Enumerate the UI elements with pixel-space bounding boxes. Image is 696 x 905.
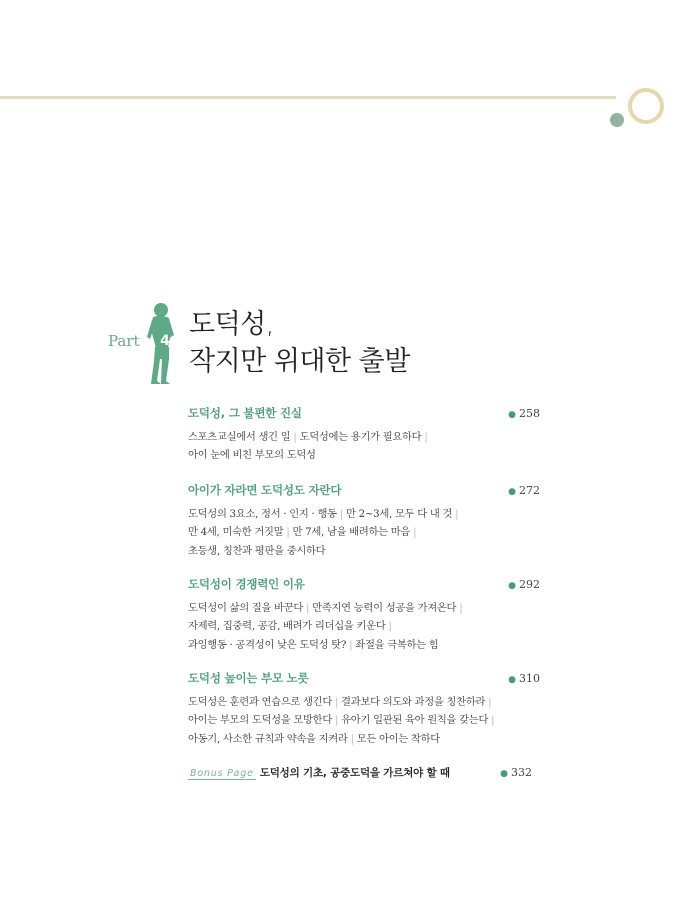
section-title[interactable]: 도덕성 높이는 부모 노릇 — [188, 671, 309, 685]
bonus-entry[interactable] — [188, 765, 540, 780]
bullet-icon: ● — [508, 487, 516, 497]
section-page-number: ● 310 — [508, 672, 540, 685]
ring-ornament — [628, 88, 664, 124]
subtopic-line: 도덕성의 3요소, 정서 · 인지 · 행동 | 만 2~3세, 모두 다 내 것 | — [188, 508, 459, 520]
child-silhouette-icon — [139, 301, 177, 385]
subtopic-line: 아이 눈에 비친 부모의 도덕성 — [188, 449, 316, 462]
bullet-icon: ● — [508, 410, 516, 420]
section-page-number: ● 258 — [508, 407, 540, 420]
toc-section-2[interactable] — [188, 482, 548, 560]
section-title[interactable]: 도덕성, 그 불편한 진실 — [188, 406, 302, 420]
section-subtopics — [188, 599, 548, 654]
green-dot-ornament — [610, 113, 624, 127]
bullet-icon: ● — [508, 675, 516, 685]
subtopic-line: 만 4세, 미숙한 거짓말 | 만 7세, 남을 배려하는 마음 | — [188, 526, 417, 539]
subtopic-line: 도덕성이 삶의 질을 바꾼다 | 만족지연 능력이 성공을 가져온다 | — [188, 602, 463, 614]
subtopic-line: 도덕성은 훈련과 연습으로 생긴다 | 결과보다 의도와 과정을 칭찬하라 | — [188, 696, 492, 708]
subtopic-line: 스포츠교실에서 생긴 일 | 도덕성에는 용기가 필요하다 | — [188, 431, 428, 443]
subtopic-line: 아동기, 사소한 규칙과 약속을 지켜라 | 모든 아이는 착하다 — [188, 732, 440, 745]
section-page-number: ● 292 — [508, 578, 540, 591]
part-number: 4 — [160, 333, 170, 349]
bullet-icon: ● — [500, 769, 508, 779]
bonus-page-tag: Bonus Page — [190, 768, 254, 779]
top-rule — [0, 96, 616, 99]
section-title[interactable]: 아이가 자라면 도덕성도 자란다 — [188, 483, 342, 497]
part-label: Part — [108, 332, 140, 350]
subtopic-line: 자제력, 집중력, 공감, 배려가 리더십을 키운다 | — [188, 620, 392, 633]
part-title-line2: 작지만 위대한 출발 — [189, 346, 410, 377]
toc-section-3[interactable] — [188, 576, 548, 654]
section-page-number: ● 272 — [508, 484, 540, 497]
subtopic-line: 초등생, 칭찬과 평판을 중시하다 — [188, 544, 326, 557]
section-title[interactable]: 도덕성이 경쟁력인 이유 — [188, 577, 305, 591]
subtopic-line: 과잉행동 · 공격성이 낮은 도덕성 탓? | 좌절을 극복하는 힘 — [188, 638, 439, 651]
subtopic-line: 아이는 부모의 도덕성을 모방한다 | 유아기 일관된 육아 원칙을 갖는다 | — [188, 714, 495, 727]
bonus-page-number: ● 332 — [500, 766, 532, 779]
part-title — [189, 306, 410, 380]
bonus-title[interactable]: 도덕성의 기초, 공중도덕을 가르쳐야 할 때 — [259, 767, 450, 779]
section-subtopics — [188, 505, 548, 560]
section-subtopics — [188, 428, 548, 465]
section-subtopics — [188, 693, 548, 748]
toc-section-1[interactable] — [188, 405, 548, 465]
bullet-icon: ● — [508, 581, 516, 591]
toc-section-4[interactable] — [188, 670, 548, 748]
part-title-line1: 도덕성, — [189, 309, 274, 340]
